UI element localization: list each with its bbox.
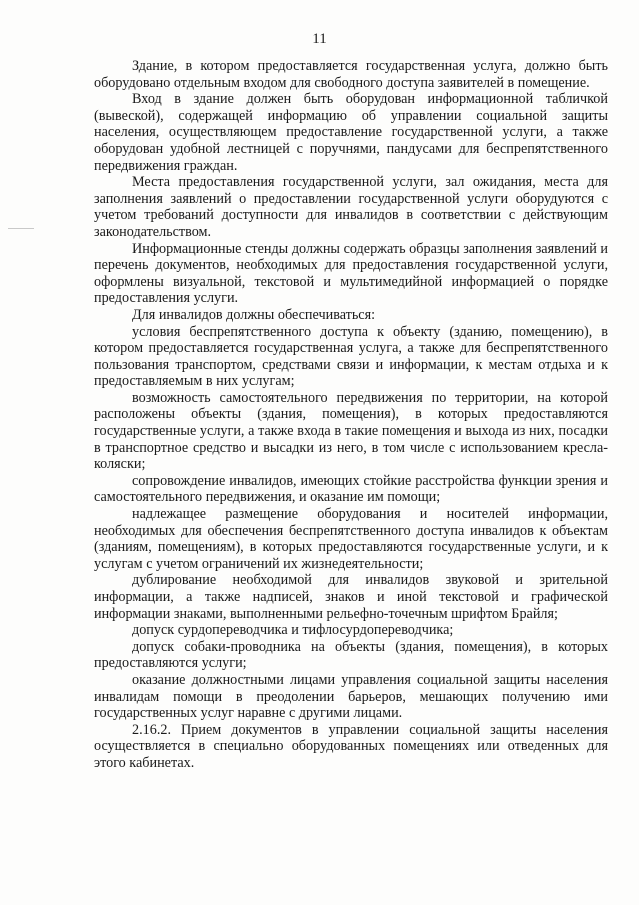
- paragraph-entrance-signage: Вход в здание должен быть оборудован информационной табличкой (вывеской), содержащей информацию об управлении социальной защиты населения, осуществляющем предоставление государственной услуги, а также оборудован удобной лестницей с поручнями, пандусами для беспрепятственного передвижения граждан.: [94, 91, 608, 174]
- list-item-braille-duplication: дублирование необходимой для инвалидов звуковой и зрительной информации, а также надписей, знаков и иной текстовой и графической информации знаками, выполненными рельефно-точечным шрифтом Брайля;: [94, 572, 608, 622]
- document-body: [94, 58, 608, 772]
- list-item-guide-dog: допуск собаки-проводника на объекты (здания, помещения), в которых предоставляются услуги;: [94, 638, 608, 672]
- page-number: 11: [312, 31, 327, 47]
- scan-edge-mark: [8, 228, 34, 229]
- paragraph-waiting-areas: Места предоставления государственной услуги, зал ожидания, места для заполнения заявлений о предоставлении государственной услуги оборудуются с учетом требований доступности для инвалидов в соответствии с действующим законодательством.: [94, 174, 608, 240]
- paragraph-building-entrance: Здание, в котором предоставляется государственная услуга, должно быть оборудовано отдельным входом для свободного доступа заявителей в помещение.: [94, 58, 608, 91]
- paragraph-information-stands: Информационные стенды должны содержать образцы заполнения заявлений и перечень документов, необходимых для предоставления государственной услуги, оформлены визуальной, текстовой и мультимедийной информацией о порядке предоставления услуги.: [94, 240, 608, 307]
- list-item-barrier-free-access: условия беспрепятственного доступа к объекту (зданию, помещению), в котором предоставляется государственная услуга, а также для беспрепятственного пользования транспортом, средствами связи и информации, к местам отдыха и к предоставляемым в них услугам;: [94, 323, 608, 390]
- list-item-staff-assistance: оказание должностными лицами управления социальной защиты населения инвалидам помощи в преодолении барьеров, мешающих получению ими государственных услуг наравне с другими лицами.: [94, 671, 608, 722]
- paragraph-disabled-provisions-intro: Для инвалидов должны обеспечиваться:: [132, 306, 376, 323]
- list-item-escort: сопровождение инвалидов, имеющих стойкие расстройства функции зрения и самостоятельного передвижения, и оказание им помощи;: [94, 472, 608, 506]
- list-item-independent-movement: возможность самостоятельного передвижения по территории, на которой расположены объекты (здания, помещения), в которых предоставляются государственные услуги, а также входа в такие помещения и выхода из них, посадки в транспортное средство и высадки из него, в том числе с использованием кресла-коляски;: [94, 389, 608, 473]
- list-item-equipment-placement: надлежащее размещение оборудования и носителей информации, необходимых для обеспечения беспрепятственного доступа инвалидов к объектам (зданиям, помещениям), в которых предоставляются государственные услуги, и к услугам с учетом ограничений их жизнедеятельности;: [94, 506, 608, 572]
- list-item-sign-interpreter: допуск сурдопереводчика и тифлосурдопереводчика;: [132, 622, 454, 639]
- paragraph-section-2-16-2: 2.16.2. Прием документов в управлении социальной защиты населения осуществляется в специально оборудованных помещениях или отведенных для этого кабинетах.: [94, 721, 608, 771]
